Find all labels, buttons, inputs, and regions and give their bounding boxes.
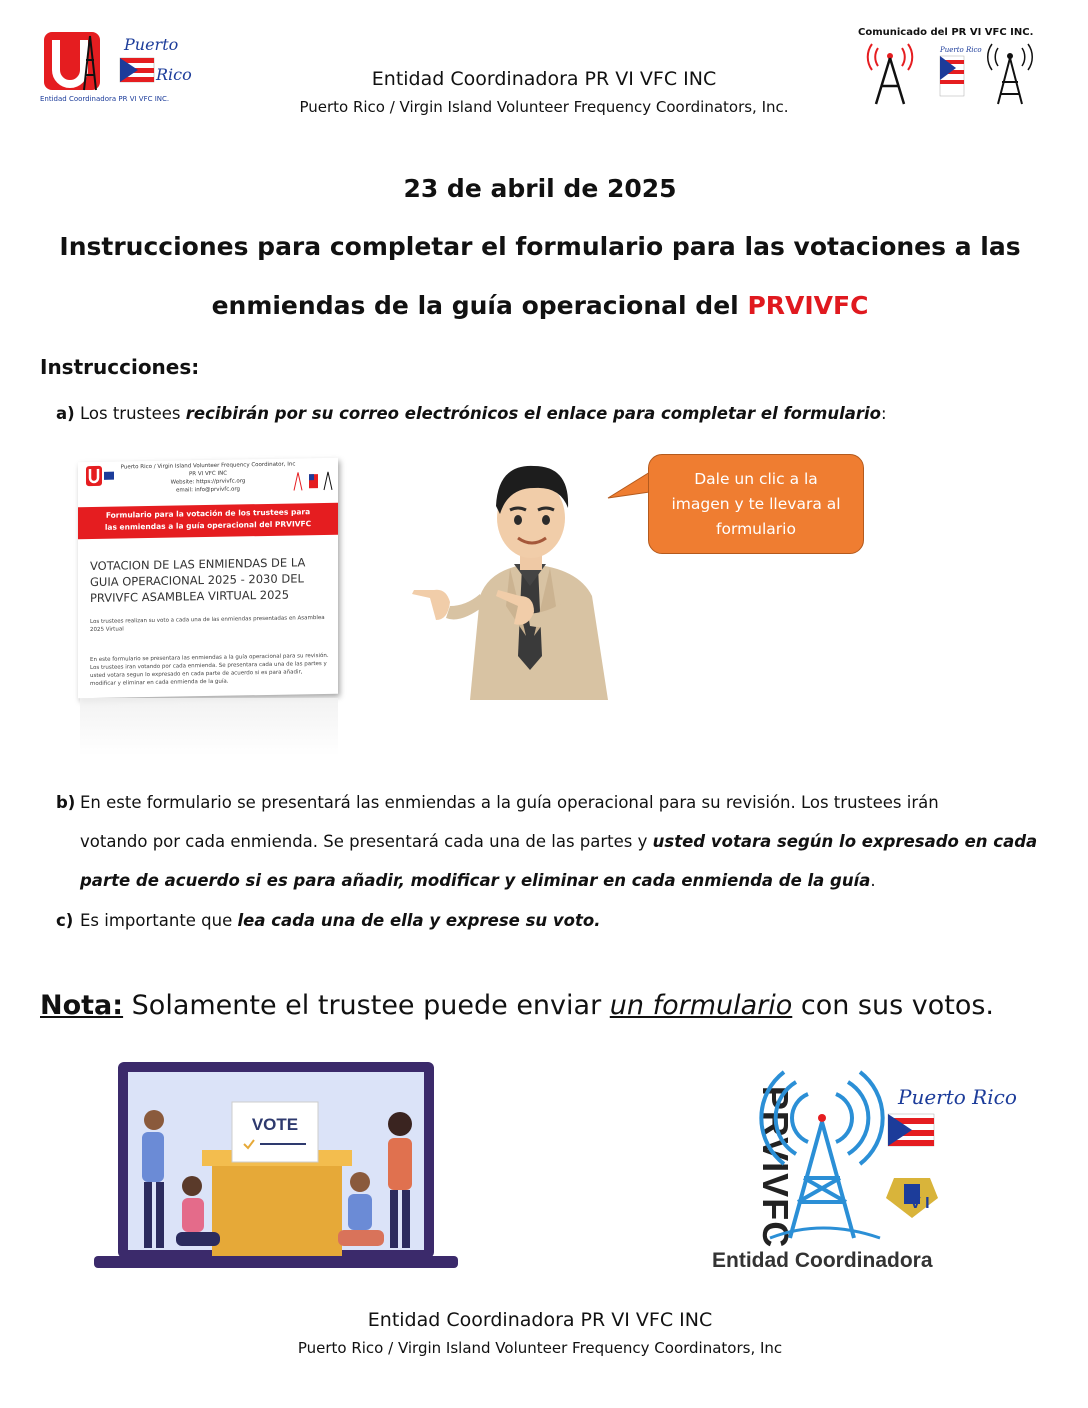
logo-vertical-text: PRVIVFC <box>755 1085 796 1249</box>
bubble-line3: formulario <box>716 520 796 538</box>
form-head-line1: Puerto Rico / Virgin Island Volunteer Frequency Coordinator, Inc <box>120 461 296 471</box>
item-b-line3-end: . <box>870 871 876 890</box>
header-logo-tagline: Entidad Coordinadora PR VI VFC INC. <box>40 95 170 103</box>
form-logo-icon <box>86 466 114 492</box>
title-line2-prefix: enmiendas de la guía operacional del <box>211 291 748 320</box>
logo-caption: Entidad Coordinadora <box>712 1249 933 1272</box>
header-subtitle: Puerto Rico / Virgin Island Volunteer Frequency Coordinators, Inc. <box>299 98 789 116</box>
form-heading: VOTACION DE LAS ENMIENDAS DE LA GUIA OPERACIONAL 2025 - 2030 DEL PRVIVFC ASAMBLEA VIRTUAL 2025 <box>90 555 306 606</box>
speech-bubble <box>648 454 864 554</box>
header-comunicado: Comunicado del PR VI VFC INC. <box>858 27 1034 38</box>
item-b-line2: votando por cada enmienda. Se presentará cada una de las partes y <box>80 832 653 851</box>
nota-text: Solamente el trustee puede enviar <box>123 990 610 1021</box>
form-header-text <box>118 460 298 495</box>
footer-title: Entidad Coordinadora PR VI VFC INC <box>367 1309 713 1331</box>
form-preview-reflection <box>80 698 338 756</box>
nota-end: con sus votos. <box>792 990 995 1021</box>
nota-label: Nota: <box>40 990 124 1021</box>
form-head-line2: PR VI VFC INC <box>188 470 228 478</box>
form-tower-icons <box>292 468 336 493</box>
item-c-marker: c) <box>56 911 74 930</box>
nota-line <box>40 990 994 1021</box>
item-b-line1: En este formulario se presentará las enmiendas a la guía operacional para su revisión. Los trustees irán <box>80 793 939 812</box>
bubble-line1: Dale un clic a la <box>694 470 818 488</box>
footer-subtitle: Puerto Rico / Virgin Island Volunteer Frequency Coordinators, Inc <box>297 1339 783 1357</box>
header-title: Entidad Coordinadora PR VI VFC INC <box>371 68 717 90</box>
instructions-heading: Instrucciones: <box>40 355 200 379</box>
vote-laptop-illustration <box>92 1060 460 1272</box>
form-banner-line1: Formulario para la votación de los trustees para <box>105 507 311 520</box>
item-c-emphasis: lea cada una de ella y exprese su voto. <box>237 911 601 930</box>
svg-text:Puerto: Puerto <box>124 35 179 54</box>
item-a-end: : <box>881 404 887 423</box>
item-b-line3-emph: parte de acuerdo si es para añadir, modificar y eliminar en cada enmienda de la guía <box>80 871 871 890</box>
item-b-marker: b) <box>56 793 76 812</box>
logo-pr-text: Puerto Rico <box>898 1085 1017 1109</box>
bubble-line2: imagen y te llevara al <box>671 495 841 513</box>
instruction-item-c <box>56 901 1046 940</box>
item-a-emphasis: recibirán por su correo electrónicos el enlace para completar el formulario <box>185 404 881 423</box>
vote-sign-text: VOTE <box>251 1115 299 1134</box>
logo-vi-text: V I <box>910 1195 930 1212</box>
form-text1: Los trustees realizan su voto a cada una de las enmiendas presentadas en Asamblea 2025 Virtual <box>90 614 325 634</box>
form-head-line4: email: info@prvivfc.org <box>175 486 241 494</box>
document-title-line2 <box>0 291 1080 320</box>
document-title-line1: Instrucciones para completar el formulario para las votaciones a las <box>59 232 1021 261</box>
item-a-text: Los trustees <box>80 404 186 423</box>
instruction-item-b <box>56 783 1046 900</box>
form-red-banner <box>78 503 338 540</box>
form-text2: En este formulario se presentara las enmiendas a la guía operacional para su revisión. Los trustees iran votando por cada enmienda. Se presentara cada una de las partes y usted votara segun lo expresado en cada parte de acuerdo si es para añadir, modificar y eliminar en cada enmienda de la guía. <box>90 652 329 688</box>
document-date: 23 de abril de 2025 <box>403 174 677 203</box>
item-c-text: Es importante que <box>80 911 238 930</box>
form-banner-line2: las enmiendas a la guía operacional del PRVIVFC <box>104 519 312 532</box>
title-highlight: PRVIVFC <box>747 291 869 320</box>
svg-text:Rico: Rico <box>156 65 192 84</box>
item-a-marker: a) <box>56 404 75 423</box>
prvivfc-antenna-logo <box>760 1068 1017 1244</box>
form-preview-image[interactable] <box>78 458 338 699</box>
businessman-character-illustration <box>410 456 630 700</box>
header-logo-right <box>860 42 1036 108</box>
instruction-item-a <box>56 394 1046 433</box>
item-b-line2-emph: usted votara según lo expresado en cada <box>652 832 1038 851</box>
nota-underlined: un formulario <box>609 990 793 1021</box>
bubble-tail <box>606 470 654 510</box>
form-head-line3: Website: https://prvivfc.org <box>170 478 246 486</box>
svg-text:Puerto Rico: Puerto Rico <box>940 46 982 54</box>
